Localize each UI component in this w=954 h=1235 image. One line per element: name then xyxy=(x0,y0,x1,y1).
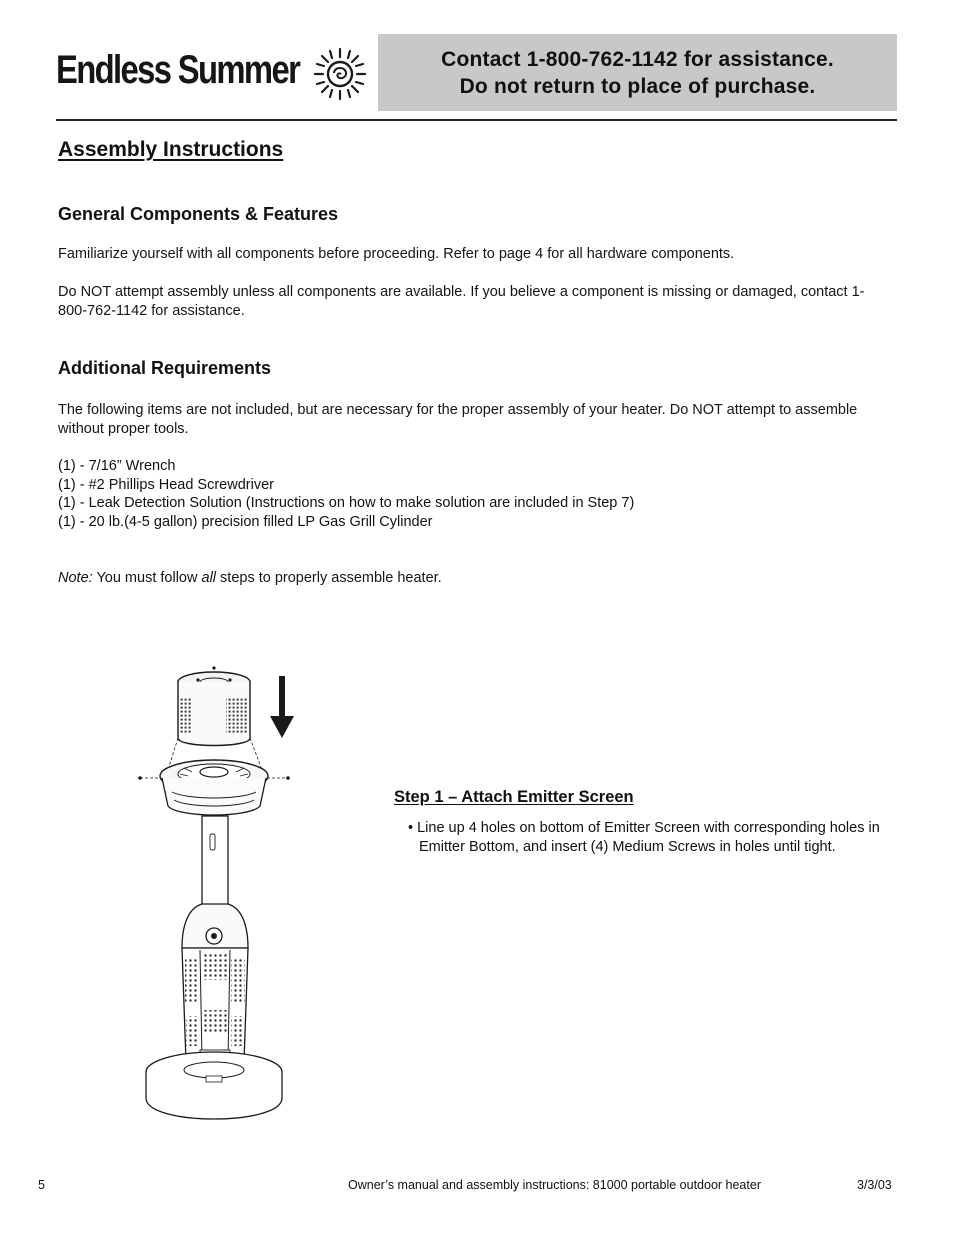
requirements-para: The following items are not included, but are necessary for the proper assembly of your heater. Do NOT attempt to assemble without proper tools. xyxy=(58,402,858,437)
down-arrow-icon xyxy=(270,676,294,738)
general-heading: General Components & Features xyxy=(58,204,339,224)
note-text-1: You must follow xyxy=(92,570,202,586)
note-emphasis: all xyxy=(201,570,217,586)
logo-text: Endless Summer xyxy=(56,48,300,92)
sun-logo-icon xyxy=(312,46,368,102)
header-divider xyxy=(56,119,897,121)
contact-line-1: Contact 1-800-762-1142 for assistance. xyxy=(441,47,834,71)
footer-manual-title: Owner’s manual and assembly instructions: 81000 portable outdoor heater xyxy=(348,1178,761,1192)
note xyxy=(58,569,442,588)
list-item: (1) - Leak Detection Solution (Instructions on how to make solution are included in Step 7) xyxy=(58,495,635,511)
requirements-list xyxy=(58,457,634,531)
note-text-2: steps to properly assemble heater. xyxy=(216,570,442,586)
step-1-title: Step 1 – Attach Emitter Screen xyxy=(394,788,634,806)
general-para-2: Do NOT attempt assembly unless all components are available. If you believe a component is missing or damaged, contact 1-800-762-1142 for assistance. xyxy=(58,284,865,319)
brand-logo xyxy=(56,42,376,104)
list-item: (1) - 7/16” Wrench xyxy=(58,458,176,474)
note-label: Note: xyxy=(58,570,93,586)
footer-date: 3/3/03 xyxy=(857,1178,892,1192)
requirements-heading: Additional Requirements xyxy=(58,358,272,378)
list-item: (1) - 20 lb.(4-5 gallon) precision filled LP Gas Grill Cylinder xyxy=(58,513,433,530)
contact-banner xyxy=(378,34,897,111)
list-item: (1) - #2 Phillips Head Screwdriver xyxy=(58,476,274,493)
step-1-instruction: • Line up 4 holes on bottom of Emitter Screen with corresponding holes in Emitter Bottom, and insert (4) Medium Screws in holes until tight. xyxy=(408,820,880,855)
general-para-1: Familiarize yourself with all components before proceeding. Refer to page 4 for all hardware components. xyxy=(58,246,735,262)
contact-line-2: Do not return to place of purchase. xyxy=(459,74,816,98)
page-title: Assembly Instructions xyxy=(58,138,284,161)
page-number: 5 xyxy=(38,1178,45,1192)
